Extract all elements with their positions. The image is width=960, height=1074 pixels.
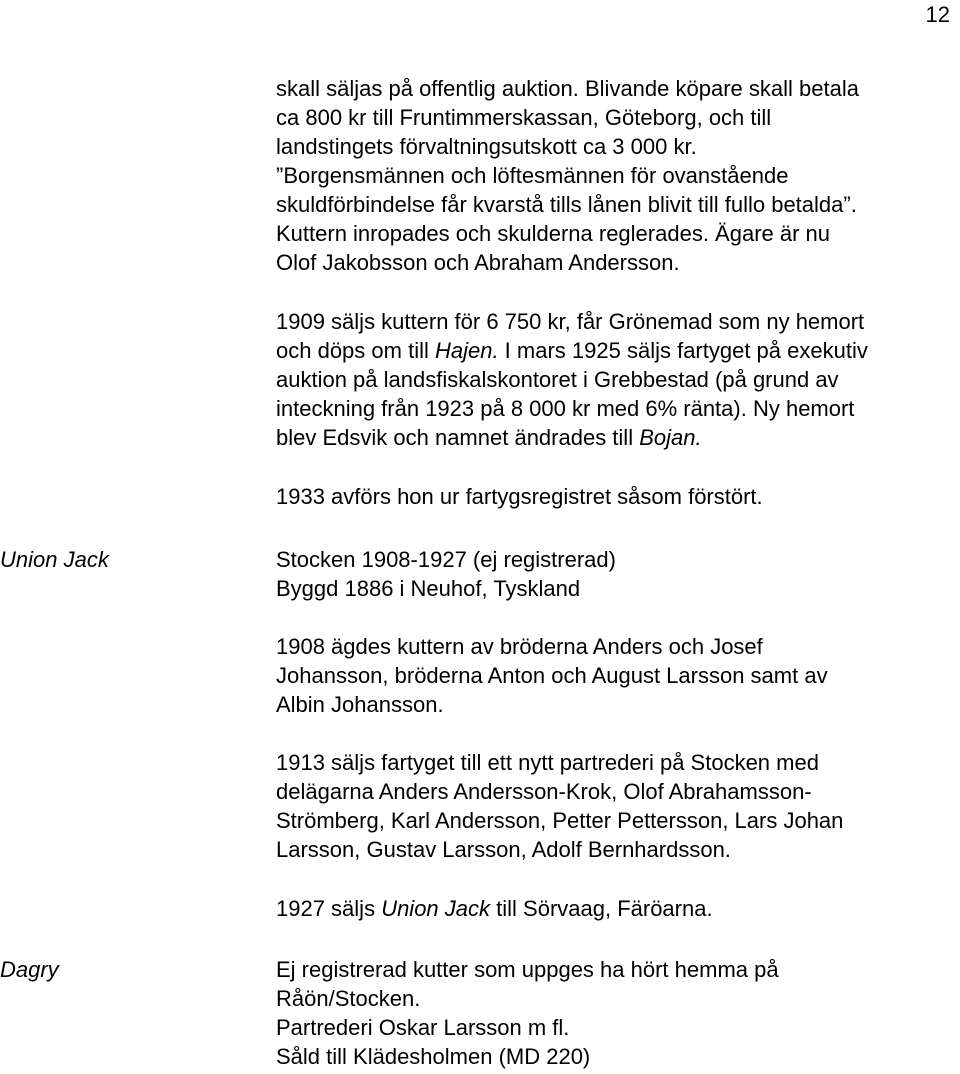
- text-line: Partrederi Oskar Larsson m fl.: [276, 1015, 570, 1040]
- text-line: [276, 894, 956, 923]
- text-line: 1908 ägdes kuttern av bröderna Anders och Josef: [276, 634, 763, 659]
- ship-label-dagry: Dagry: [0, 957, 59, 982]
- union-jack-paragraph-2: [276, 748, 956, 864]
- text-line: [276, 336, 956, 365]
- union-jack-paragraph-1: [276, 632, 956, 719]
- text-span: 1927 säljs: [276, 896, 382, 921]
- text-line: 1913 säljs fartyget till ett nytt partrederi på Stocken med: [276, 750, 819, 775]
- union-jack-header: [276, 545, 956, 603]
- text-line: skuldförbindelse får kvarstå tills lånen blivit till fullo betalda”.: [276, 192, 857, 217]
- text-span: och döps om till: [276, 338, 435, 363]
- text-span: I mars 1925 säljs fartyget på exekutiv: [498, 338, 868, 363]
- text-span: till Sörvaag, Färöarna.: [490, 896, 713, 921]
- text-line: ”Borgensmännen och löftesmännen för ovanstående: [276, 163, 789, 188]
- text-line: 1933 avförs hon ur fartygsregistret såsom förstört.: [276, 484, 763, 509]
- text-line: [276, 423, 956, 452]
- text-line: Johansson, bröderna Anton och August Larsson samt av: [276, 663, 828, 688]
- text-line: Såld till Klädesholmen (MD 220): [276, 1044, 591, 1069]
- text-line: Olof Jakobsson och Abraham Andersson.: [276, 250, 680, 275]
- text-line: Strömberg, Karl Andersson, Petter Pettersson, Lars Johan: [276, 808, 844, 833]
- text-line: skall säljas på offentlig auktion. Blivande köpare skall betala: [276, 76, 859, 101]
- text-line: Ej registrerad kutter som uppges ha hört hemma på: [276, 957, 779, 982]
- continuation-paragraph-3: [276, 482, 956, 511]
- dagry-text: [276, 955, 956, 1071]
- text-line: Råön/Stocken.: [276, 986, 421, 1011]
- text-line: 1909 säljs kuttern för 6 750 kr, får Grönemad som ny hemort: [276, 309, 865, 334]
- text-line: auktion på landsfiskalskontoret i Grebbestad (på grund av: [276, 367, 839, 392]
- page-number: 12: [925, 2, 950, 27]
- text-line: Kuttern inropades och skulderna reglerades. Ägare är nu: [276, 221, 831, 246]
- continuation-paragraph-2: [276, 307, 956, 452]
- text-line: delägarna Anders Andersson-Krok, Olof Abrahamsson-: [276, 779, 812, 804]
- text-line: Stocken 1908-1927 (ej registrerad): [276, 547, 616, 572]
- ship-name-union-jack: Union Jack: [381, 896, 491, 921]
- continuation-paragraph-1: [276, 74, 956, 277]
- ship-label-union-jack: Union Jack: [0, 547, 109, 572]
- ship-name-bojan: Bojan.: [639, 425, 702, 450]
- union-jack-paragraph-3: [276, 894, 956, 923]
- ship-name-hajen: Hajen.: [434, 338, 499, 363]
- text-line: inteckning från 1923 på 8 000 kr med 6% ränta). Ny hemort: [276, 396, 855, 421]
- text-line: Byggd 1886 i Neuhof, Tyskland: [276, 576, 581, 601]
- text-span: blev Edsvik och namnet ändrades till: [276, 425, 640, 450]
- text-line: landstingets förvaltningsutskott ca 3 000 kr.: [276, 134, 697, 159]
- text-line: ca 800 kr till Fruntimmerskassan, Göteborg, och till: [276, 105, 772, 130]
- text-line: Larsson, Gustav Larsson, Adolf Bernhardsson.: [276, 837, 731, 862]
- text-line: Albin Johansson.: [276, 692, 444, 717]
